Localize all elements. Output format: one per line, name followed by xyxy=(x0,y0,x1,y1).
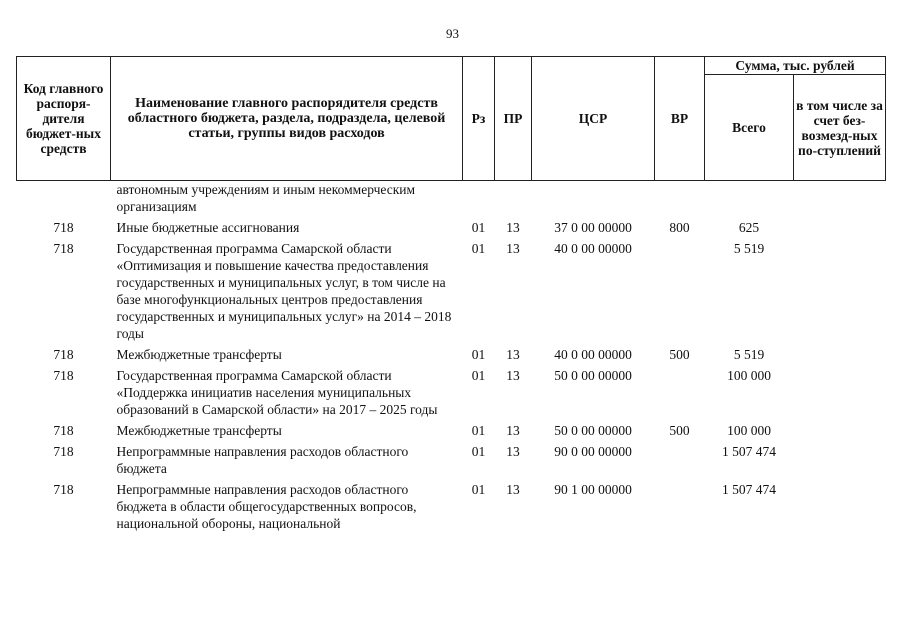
cell-free xyxy=(794,342,886,363)
cell-total: 5 519 xyxy=(733,241,765,256)
cell-total: 625 xyxy=(738,220,760,235)
cell-free xyxy=(794,363,886,418)
header-free: в том числе за счет без-возмезд-ных по-ступлений xyxy=(794,75,886,181)
table-row xyxy=(17,342,886,363)
cell-pr: 13 xyxy=(506,347,520,362)
cell-pr: 13 xyxy=(506,368,520,383)
cell-total: 5 519 xyxy=(733,347,765,362)
cell-csr: 37 0 00 00000 xyxy=(554,220,632,235)
header-vr: ВР xyxy=(655,57,705,181)
cell-vr: 800 xyxy=(669,220,690,235)
header-pr: ПР xyxy=(495,57,532,181)
cell-rz xyxy=(463,181,495,216)
cell-csr: 40 0 00 00000 xyxy=(554,241,632,256)
cell-rz: 01 xyxy=(471,423,486,438)
table-body xyxy=(17,181,886,533)
budget-table xyxy=(16,56,886,532)
cell-name: Государственная программа Самарской области «Поддержка инициатив населения муниципальных образований в Самарской области» на 2017 – 2025 годы xyxy=(116,368,438,417)
cell-pr xyxy=(495,181,532,216)
cell-name: Иные бюджетные ассигнования xyxy=(116,220,300,235)
cell-free xyxy=(794,418,886,439)
cell-name: Непрограммные направления расходов областного бюджета xyxy=(116,444,409,476)
cell-pr: 13 xyxy=(506,482,520,497)
table-row xyxy=(17,215,886,236)
cell-code: 718 xyxy=(53,241,74,256)
cell-pr: 13 xyxy=(506,423,520,438)
cell-total: 100 000 xyxy=(727,423,771,438)
cell-vr xyxy=(655,439,705,477)
cell-csr: 40 0 00 00000 xyxy=(554,347,632,362)
cell-code xyxy=(17,181,111,216)
cell-code: 718 xyxy=(53,220,74,235)
cell-code: 718 xyxy=(53,444,74,459)
cell-pr: 13 xyxy=(506,220,520,235)
header-sum-group: Сумма, тыс. рублей xyxy=(705,57,886,75)
cell-total: 1 507 474 xyxy=(722,482,776,497)
header-name: Наименование главного распорядителя средств областного бюджета, раздела, подраздела, целевой статьи, группы видов расходов xyxy=(111,57,463,181)
cell-csr: 50 0 00 00000 xyxy=(554,423,632,438)
header-code: Код главного распоря-дителя бюджет-ных средств xyxy=(17,57,111,181)
cell-free xyxy=(794,215,886,236)
cell-csr: 90 0 00 00000 xyxy=(554,444,632,459)
cell-pr: 13 xyxy=(506,444,520,459)
header-total: Всего xyxy=(705,75,794,181)
cell-rz: 01 xyxy=(471,368,486,383)
cell-total: 1 507 474 xyxy=(722,444,776,459)
cell-name: Межбюджетные трансферты xyxy=(116,347,282,362)
cell-name: Государственная программа Самарской области «Оптимизация и повышение качества предоставления государственных и муниципальных услуг, в том числе на базе многофункциональных центров предоставления государственных и муниципальных услуг» на 2014 – 2018 годы xyxy=(116,241,452,341)
cell-free xyxy=(794,181,886,216)
cell-rz: 01 xyxy=(471,241,486,256)
table-row xyxy=(17,418,886,439)
page-number: 93 xyxy=(446,26,459,41)
cell-vr xyxy=(655,181,705,216)
cell-vr xyxy=(655,363,705,418)
cell-code: 718 xyxy=(53,368,74,383)
cell-vr: 500 xyxy=(669,423,690,438)
cell-vr xyxy=(655,477,705,532)
cell-code: 718 xyxy=(53,347,74,362)
header-rz: Рз xyxy=(463,57,495,181)
cell-code: 718 xyxy=(53,423,74,438)
cell-vr: 500 xyxy=(669,347,690,362)
cell-rz: 01 xyxy=(471,347,486,362)
cell-free xyxy=(794,236,886,342)
cell-free xyxy=(794,439,886,477)
table-row xyxy=(17,236,886,342)
cell-pr: 13 xyxy=(506,241,520,256)
table-row xyxy=(17,439,886,477)
cell-csr xyxy=(532,181,655,216)
header-csr: ЦСР xyxy=(532,57,655,181)
cell-free xyxy=(794,477,886,532)
cell-vr xyxy=(655,236,705,342)
cell-rz: 01 xyxy=(471,482,486,497)
cell-csr: 90 1 00 00000 xyxy=(554,482,632,497)
cell-rz: 01 xyxy=(471,220,486,235)
cell-total: 100 000 xyxy=(727,368,771,383)
cell-total xyxy=(705,181,794,216)
table-header xyxy=(17,57,886,181)
cell-name: автономным учреждениям и иным некоммерческим организациям xyxy=(116,182,416,214)
cell-csr: 50 0 00 00000 xyxy=(554,368,632,383)
cell-code: 718 xyxy=(53,482,74,497)
cell-name: Межбюджетные трансферты xyxy=(116,423,282,438)
cell-rz: 01 xyxy=(471,444,486,459)
table-row xyxy=(17,181,886,216)
cell-name: Непрограммные направления расходов областного бюджета в области общегосударственных вопросов, национальной обороны, национальной xyxy=(116,482,417,531)
table-row xyxy=(17,477,886,532)
table-row xyxy=(17,363,886,418)
